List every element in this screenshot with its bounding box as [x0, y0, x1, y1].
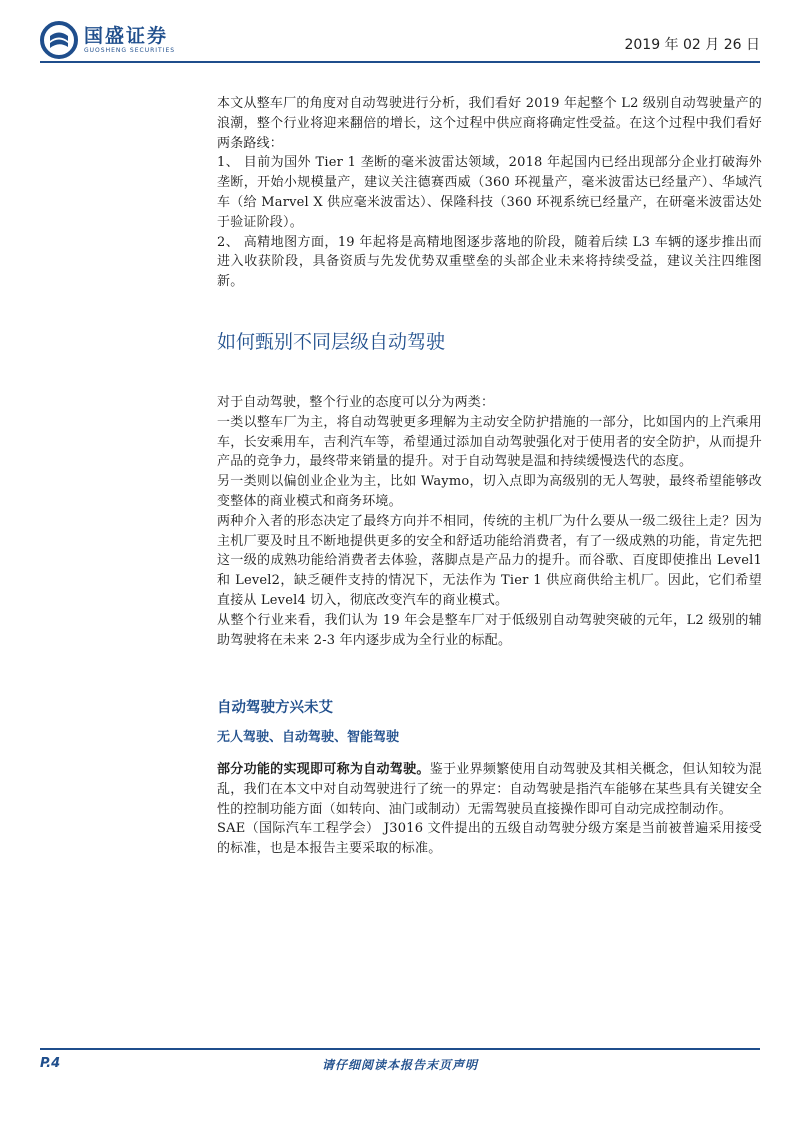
sae-paragraph: SAE（国际汽车工程学会） J3016 文件提出的五级自动驾驶分级方案是当前被普遍采用接受的标准，也是本报告主要采取的标准。 [217, 821, 762, 857]
logo-chinese-name: 国盛证券 [84, 25, 169, 47]
intro-route-2: 2、 高精地图方面，19 年起将是高精地图逐步落地的阶段，随着后续 L3 车辆的逐步推出而进入收获阶段，具备资质与先发优势双重壁垒的头部企业未来将持续受益，建议关注四维图新。 [217, 234, 762, 290]
body-paragraph: 一类以整车厂为主，将自动驾驶更多理解为主动安全防护措施的一部分，比如国内的上汽乘用车，长安乘用车，吉利汽车等，希望通过添加自动驾驶强化对于使用者的安全防护，从而提升产品的竞争力，最终带来销量的提升。对于自动驾驶是温和持续缓慢迭代的态度。 [217, 414, 762, 470]
body-paragraph: 对于自动驾驶，整个行业的态度可以分为两类： [217, 395, 495, 410]
guosheng-logo-icon [40, 21, 78, 59]
company-logo [40, 21, 175, 59]
logo-english-name: GUOSHENG SECURITIES [84, 47, 176, 54]
section2-body [217, 760, 762, 859]
definition-text: 鉴于业界频繁使用自动驾驶及其相关概念，但认知较为混乱，我们在本文中对自动驾驶进行了统一的界定：自动驾驶是指汽车能够在某些具有关键安全性的控制功能方面（如转向、油门或制动）无需驾驶员直接操作即可自动完成控制动作。 [217, 762, 762, 817]
section1-body [217, 393, 762, 650]
body-paragraph: 另一类则以偏创业企业为主，比如 Waymo，切入点即为高级别的无人驾驶，最终希望能够改变整体的商业模式和商务环境。 [217, 474, 762, 509]
footer-divider [40, 1048, 760, 1050]
section-heading-levels: 如何甄别不同层级自动驾驶 [217, 331, 446, 353]
page-header [0, 0, 800, 62]
intro-paragraph: 本文从整车厂的角度对自动驾驶进行分析，我们看好 2019 年起整个 L2 级别自动驾驶量产的浪潮，整个行业将迎来翻倍的增长，这个过程中供应商将确定性受益。在这个过程中我们看好两条路线： [217, 96, 762, 151]
report-date: 2019 年 02 月 26 日 [624, 37, 760, 53]
definition-paragraph [217, 760, 762, 819]
definition-lead: 部分功能的实现即可称为自动驾驶。 [217, 762, 430, 777]
page-number: P.4 [40, 1056, 61, 1071]
section-heading-emerging: 自动驾驶方兴未艾 [217, 700, 333, 716]
footer-disclaimer: 请仔细阅读本报告末页声明 [321, 1058, 478, 1072]
body-paragraph: 两种介入者的形态决定了最终方向并不相同，传统的主机厂为什么要从一级二级往上走？因为主机厂要及时且不断地提供更多的安全和舒适功能给消费者，有了一级成熟的功能，肯定先把这一级的成熟功能给消费者去体验，落脚点是产品力的提升。而谷歌、百度即使推出 Level1 和 Level2，缺乏硬件支持的情况下，无法作为 Tier 1 供应商供给主机厂。因此，它们希望直接从 Level4 切入，彻底改变汽车的商业模式。 [217, 513, 762, 608]
header-divider [40, 61, 760, 63]
subsection-heading: 无人驾驶、自动驾驶、智能驾驶 [217, 730, 400, 745]
body-paragraph: 从整个行业来看，我们认为 19 年会是整车厂对于低级别自动驾驶突破的元年，L2 级别的辅助驾驶将在未来 2-3 年内逐步成为全行业的标配。 [217, 612, 762, 648]
intro-route-1: 1、 目前为国外 Tier 1 垄断的毫米波雷达领域，2018 年起国内已经出现部分企业打破海外垄断，开始小规模量产，建议关注德赛西威（360 环视量产，毫米波雷达已经量产）、华域汽车（给 Marvel X 供应毫米波雷达）、保隆科技（360 环视系统已经量产，在研毫米波雷达处于验证阶段）。 [217, 155, 762, 230]
intro-block [217, 94, 762, 292]
